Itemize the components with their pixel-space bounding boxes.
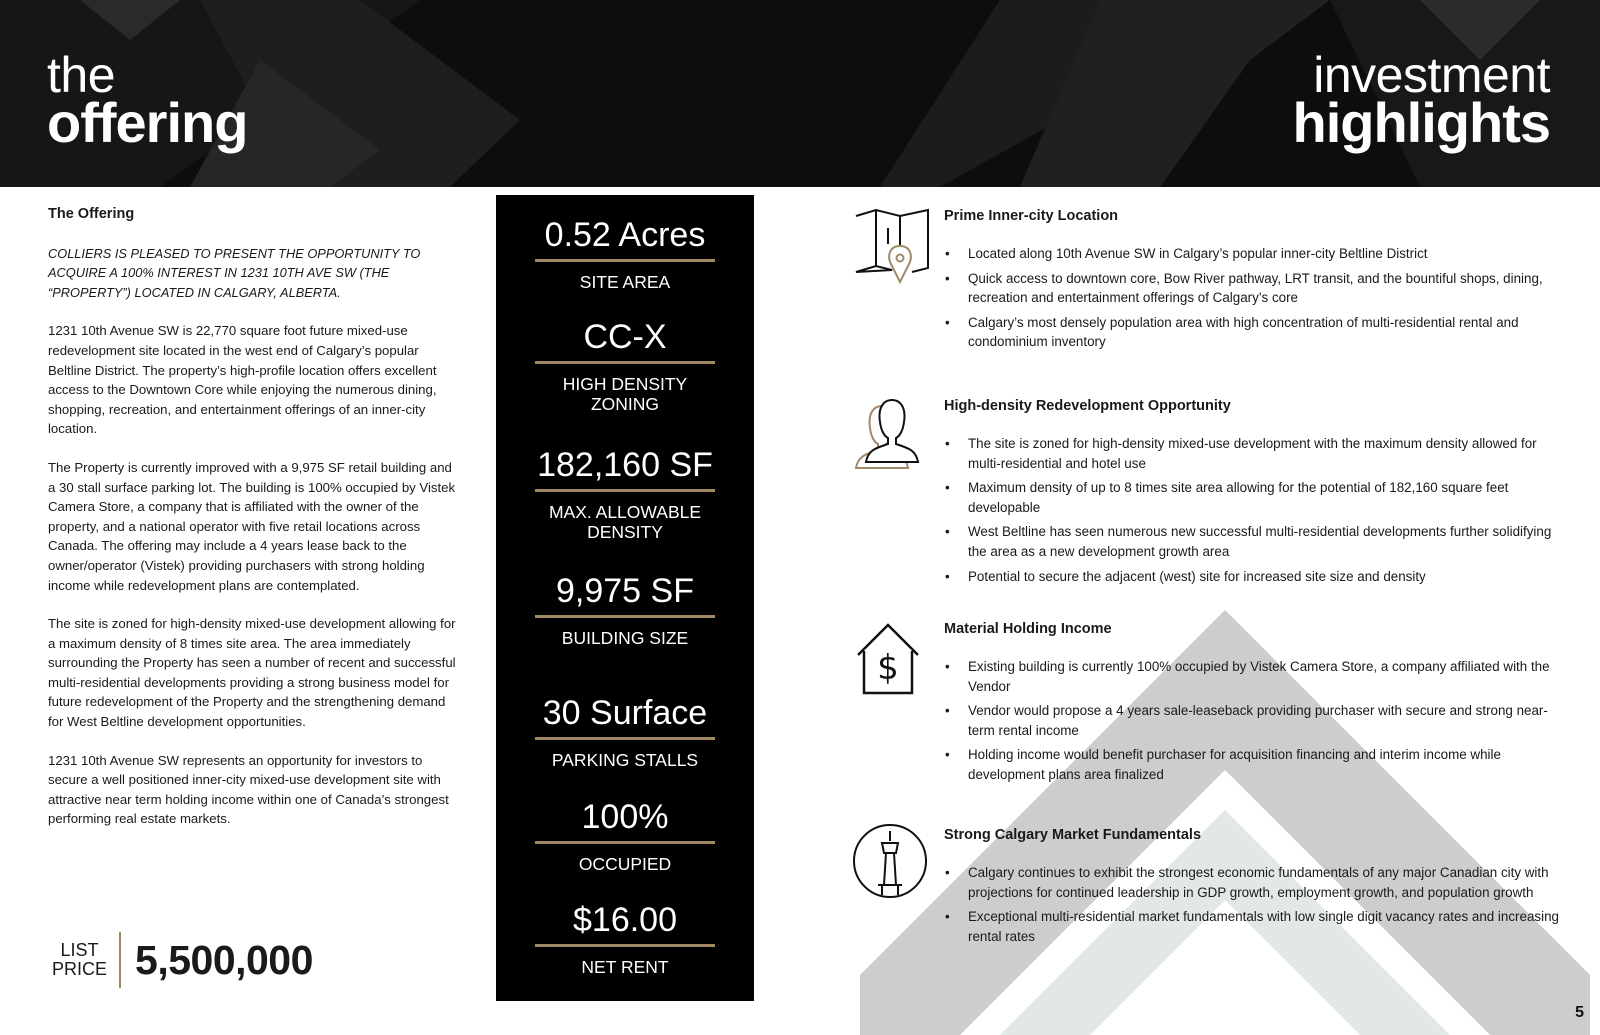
stat-site-area <box>496 215 754 292</box>
offering-intro: COLLIERS IS PLEASED TO PRESENT THE OPPORTUNITY TO ACQUIRE A 100% INTEREST IN 1231 10TH AVE SW (THE “PROPERTY”) LOCATED IN CALGARY, ALBERTA. <box>48 245 421 300</box>
stat-divider <box>535 259 715 262</box>
stats-panel <box>496 195 754 1001</box>
stat-value: 9,975 SF <box>556 572 694 610</box>
offering-paragraph: The Property is currently improved with a 9,975 SF retail building and a 30 stall surface parking lot. The building is 100% occupied by Vistek Camera Store, a company that is affiliated with the owner of the property, and a national operator with five retail locations across Canada. The offering may include a 4 years lease back to the owner/operator (Vistek) providing purchasers with strong holding income while redevelopment plans are contemplated. <box>48 459 456 593</box>
stat-divider <box>535 737 715 740</box>
highlight-title: Material Holding Income <box>944 621 1112 637</box>
list-item: • Calgary continues to exhibit the strongest economic fundamentals of any major Canadian city with projections for continued leadership in GDP growth, employment growth, and population growth <box>944 863 1564 902</box>
stat-label: NET RENT <box>581 957 669 977</box>
stat-label: HIGH DENSITY ZONING <box>562 374 688 414</box>
stat-label: SITE AREA <box>579 272 671 292</box>
stat-divider <box>535 361 715 364</box>
list-item: • Potential to secure the adjacent (west) site for increased site size and density <box>944 567 1564 587</box>
stat-label: PARKING STALLS <box>551 750 699 770</box>
list-item: • West Beltline has seen numerous new successful multi-residential developments further solidifying the area as a new development growth area <box>944 522 1564 561</box>
highlight-bullets <box>944 657 1564 790</box>
highlight-title: Prime Inner-city Location <box>944 208 1119 224</box>
stat-value: 0.52 Acres <box>544 216 706 254</box>
stat-divider <box>535 944 715 947</box>
map-pin-icon <box>852 208 934 290</box>
list-item: • The site is zoned for high-density mixed-use development with the maximum density allowed for multi-residential and hotel use <box>944 434 1564 473</box>
stat-density <box>496 445 754 542</box>
stat-divider <box>535 841 715 844</box>
page-number: 5 <box>1575 1004 1584 1021</box>
stat-value: 30 Surface <box>542 694 708 732</box>
list-item: • Exceptional multi-residential market fundamentals with low single digit vacancy rates and increasing rental rates <box>944 907 1564 946</box>
stat-value: CC-X <box>583 318 667 356</box>
highlight-title: Strong Calgary Market Fundamentals <box>944 827 1202 843</box>
stat-occupied <box>496 797 754 874</box>
stat-value: $16.00 <box>573 901 677 939</box>
stat-value: 182,160 SF <box>537 446 713 484</box>
offering-paragraph: 1231 10th Avenue SW represents an opportunity for investors to secure a well positioned inner-city mixed-use development site with attractive near term holding income within one of Canada’s strongest performing real estate markets. <box>48 752 449 827</box>
people-icon <box>852 398 934 480</box>
stat-zoning <box>496 317 754 414</box>
list-price <box>52 930 313 990</box>
list-price-label <box>52 932 121 988</box>
stat-value: 100% <box>581 798 669 836</box>
offering-heading: The Offering <box>48 206 135 222</box>
highlights-title-light: investment <box>1313 47 1550 103</box>
stat-net-rent <box>496 900 754 977</box>
stat-parking <box>496 693 754 770</box>
highlights-title-bold: highlights <box>1292 91 1550 154</box>
list-item: • Maximum density of up to 8 times site area allowing for the potential of 182,160 square feet developable <box>944 478 1564 517</box>
stat-divider <box>535 615 715 618</box>
stat-building-size <box>496 571 754 648</box>
list-item: • Calgary’s most densely population area with high concentration of multi-residential rental and condominium inventory <box>944 313 1564 352</box>
offering-paragraph: 1231 10th Avenue SW is 22,770 square foot future mixed-use redevelopment site located in the west end of Calgary’s popular Beltline District. The property’s high-profile location offers excellent access to the Downtown Core while enjoying the numerous dining, shopping, recreation, and entertainment offerings of an inner-city location. <box>48 323 437 437</box>
house-dollar-icon <box>852 621 934 703</box>
offering-text <box>48 205 458 848</box>
list-item: • Existing building is currently 100% occupied by Vistek Camera Store, a company affiliated with the Vendor <box>944 657 1564 696</box>
offering-title-light: the <box>47 47 116 103</box>
offering-title-bold: offering <box>47 91 248 154</box>
list-price-label-line: LIST <box>60 940 99 960</box>
header-band <box>0 0 1600 187</box>
list-item: • Vendor would propose a 4 years sale-leaseback providing purchaser with secure and strong near-term rental income <box>944 701 1564 740</box>
stat-label: MAX. ALLOWABLE DENSITY <box>548 502 702 542</box>
list-price-label-line: PRICE <box>52 959 108 979</box>
highlight-bullets <box>944 863 1564 951</box>
highlight-bullets <box>944 244 1564 357</box>
offering-paragraph: The site is zoned for high-density mixed-use development allowing for a maximum density of 8 times site area. The area immediately surrounding the Property has seen a number of recent and successful multi-residential developments providing a strong business model for future redevelopment of the Property and the strengthening demand for West Beltline development opportunities. <box>48 616 456 730</box>
svg-text:$: $ <box>877 648 899 688</box>
calgary-tower-icon <box>852 823 934 905</box>
stat-label: OCCUPIED <box>578 854 672 874</box>
list-item: • Located along 10th Avenue SW in Calgary’s popular inner-city Beltline District <box>944 244 1564 264</box>
list-price-value: 5,500,000 <box>135 936 313 983</box>
highlight-title: High-density Redevelopment Opportunity <box>944 398 1231 414</box>
list-item: • Holding income would benefit purchaser for acquisition financing and interim income while development plans area finalized <box>944 745 1564 784</box>
stat-label: BUILDING SIZE <box>561 628 689 648</box>
highlight-bullets <box>944 434 1564 591</box>
highlights-title <box>1292 47 1550 154</box>
offering-title <box>47 47 248 154</box>
list-item: • Quick access to downtown core, Bow River pathway, LRT transit, and the bountiful shops, dining, recreation and entertainment offerings of Calgary’s core <box>944 269 1564 308</box>
stat-divider <box>535 489 715 492</box>
